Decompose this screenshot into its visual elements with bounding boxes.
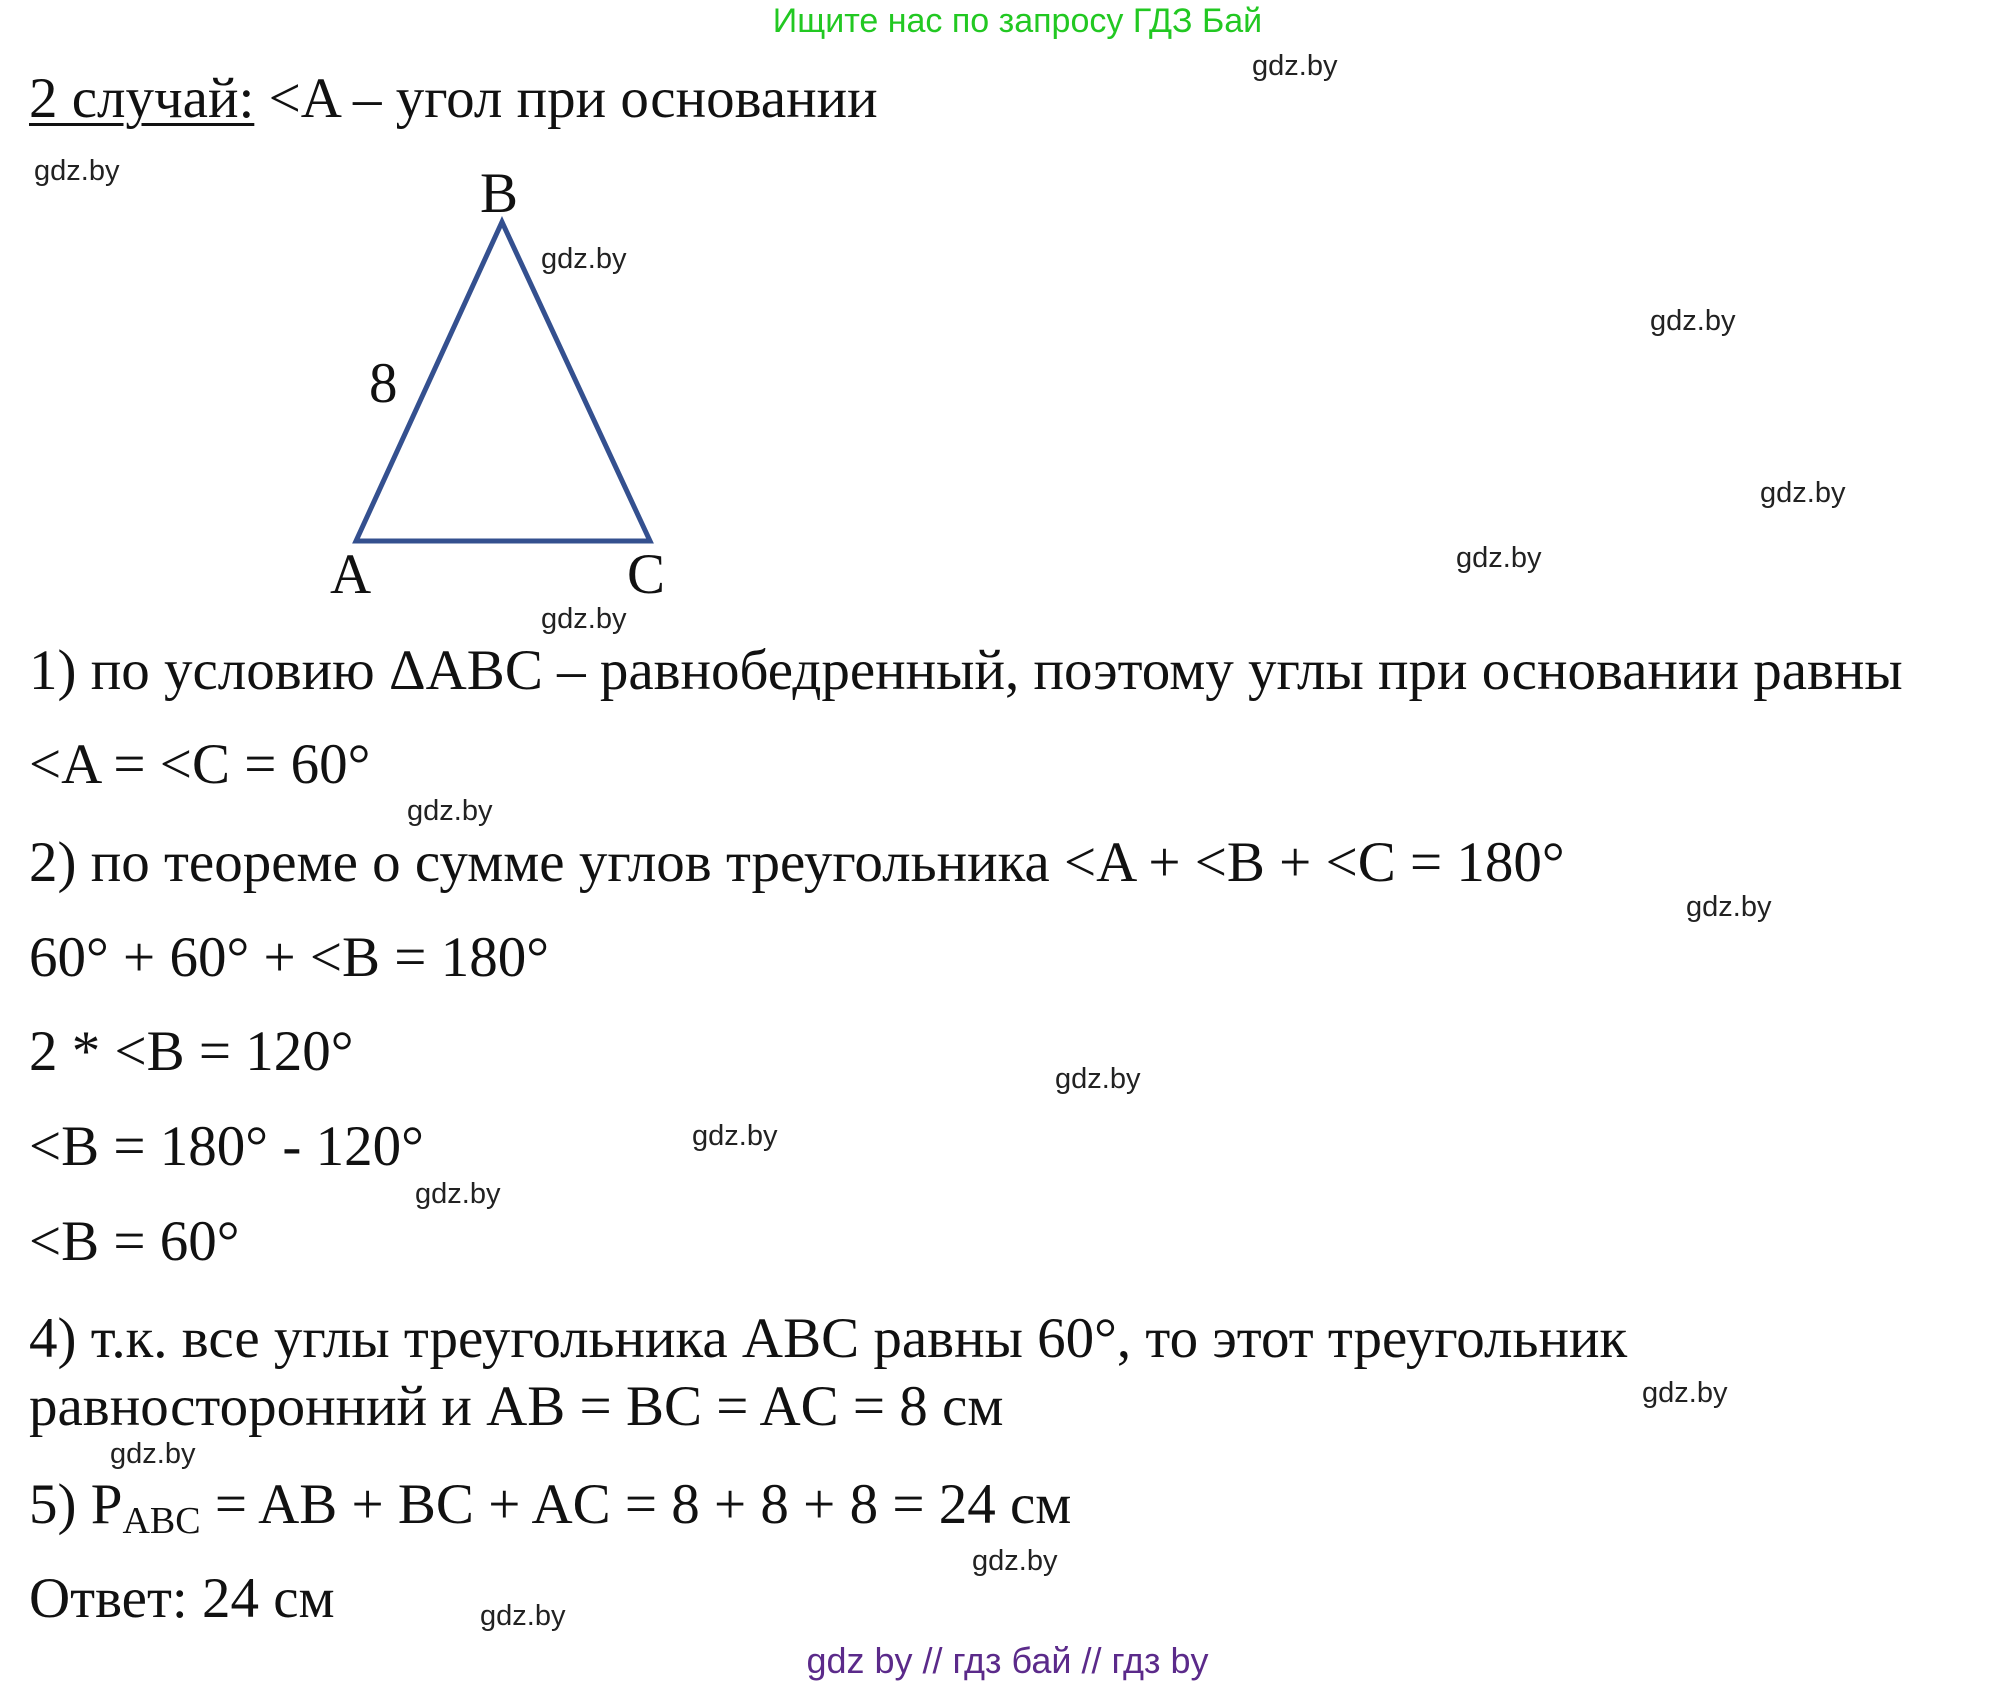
- watermark: gdz.by: [1456, 542, 1542, 574]
- vertex-b-label: B: [480, 162, 519, 225]
- watermark: gdz.by: [407, 795, 493, 827]
- watermark: gdz.by: [972, 1545, 1058, 1577]
- watermark: gdz.by: [110, 1438, 196, 1470]
- top-banner[interactable]: Ищите нас по запросу ГДЗ Бай: [772, 2, 1263, 40]
- case-label: 2 случай:: [29, 67, 255, 130]
- watermark: gdz.by: [1686, 891, 1772, 923]
- step-4-line-1: 4) т.к. все углы треугольника ABC равны 60°, то этот треугольник: [29, 1307, 1628, 1370]
- step-2-equation-4: <B = 60°: [29, 1210, 240, 1273]
- side-ab-label: 8: [369, 352, 398, 415]
- watermark: gdz.by: [415, 1178, 501, 1210]
- step-1-equation: <A = <C = 60°: [29, 733, 371, 796]
- step-5: [29, 1473, 1072, 1542]
- watermark: gdz.by: [1650, 305, 1736, 337]
- step-5-rest: = AB + BC + AC = 8 + 8 + 8 = 24 см: [200, 1473, 1072, 1536]
- watermark: gdz.by: [541, 603, 627, 635]
- step-2-equation-1: 60° + 60° + <B = 180°: [29, 926, 549, 989]
- watermark: gdz.by: [541, 243, 627, 275]
- vertex-a-label: A: [330, 543, 372, 606]
- step-5-subscript: ABC: [122, 1500, 201, 1542]
- watermark: gdz.by: [1055, 1063, 1141, 1095]
- watermark: gdz.by: [1760, 477, 1846, 509]
- heading-text: <A – угол при основании: [268, 67, 878, 130]
- watermark: gdz.by: [480, 1600, 566, 1632]
- watermark: gdz.by: [1252, 50, 1338, 82]
- footer-links[interactable]: gdz by // гдз бай // гдз by: [806, 1640, 1209, 1681]
- step-2-equation-3: <B = 180° - 120°: [29, 1115, 424, 1178]
- watermark: gdz.by: [34, 155, 120, 187]
- step-5-prefix: 5) P: [29, 1473, 123, 1536]
- step-4-line-2: равносторонний и AB = BC = AC = 8 см: [29, 1375, 1004, 1438]
- vertex-c-label: C: [627, 543, 666, 606]
- answer: Ответ: 24 см: [29, 1567, 335, 1630]
- watermark: gdz.by: [692, 1120, 778, 1152]
- step-2-equation-2: 2 * <B = 120°: [29, 1020, 354, 1083]
- watermark: gdz.by: [1642, 1377, 1728, 1409]
- step-1: 1) по условию ΔABC – равнобедренный, поэтому углы при основании равны: [29, 639, 1903, 702]
- step-2: 2) по теореме о сумме углов треугольника <A + <B + <C = 180°: [29, 831, 1565, 894]
